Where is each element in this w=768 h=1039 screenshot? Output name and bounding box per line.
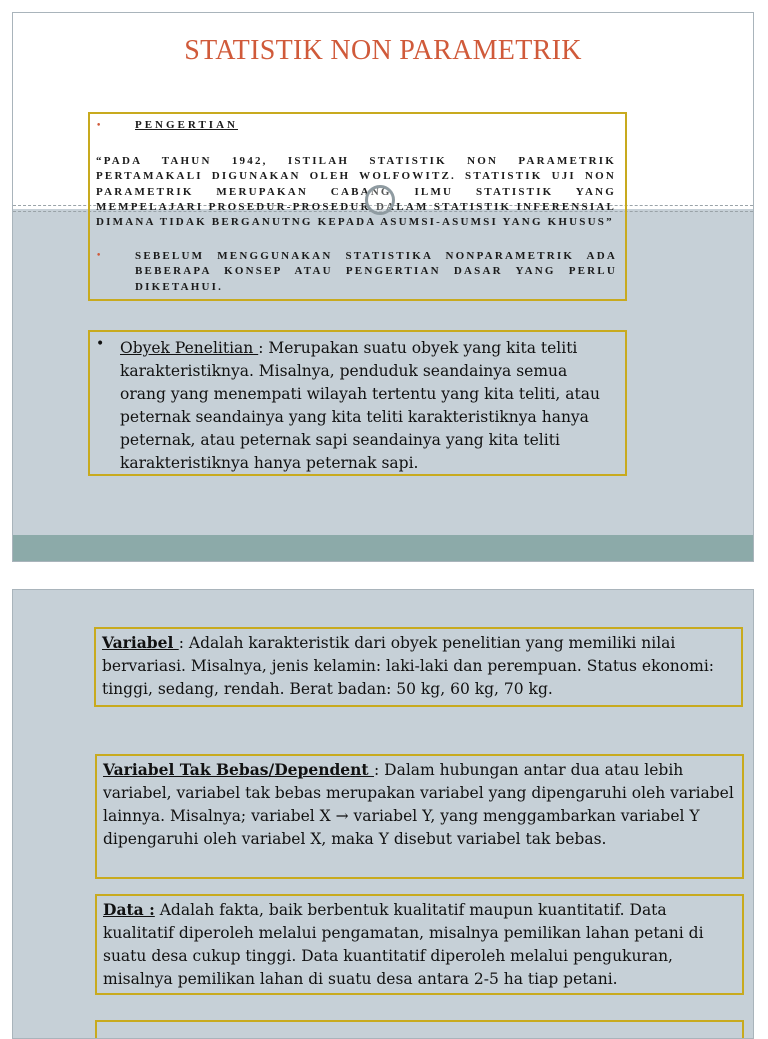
variabel-text	[96, 629, 741, 703]
variabel-term: Variabel	[102, 633, 179, 652]
variabel-tak-bebas-definition: : Dalam hubungan antar dua atau lebih variabel, variabel tak bebas merupakan variabel yang dipengaruhi oleh variabel lainnya. Misalnya; variabel X → variabel Y, yang menggambarkan variabel Y dipengaruhi oleh variabel X, maka Y disebut variabel tak bebas.	[103, 761, 734, 848]
bullet-icon: •	[96, 251, 102, 261]
slide-title: STATISTIK NON PARAMETRIK	[184, 35, 582, 66]
variabel-tak-bebas-text	[97, 756, 742, 853]
variabel-box	[94, 627, 743, 707]
definition-heading: PENGERTIAN	[135, 119, 238, 131]
variabel-tak-bebas-term: Variabel Tak Bebas/Dependent	[103, 760, 374, 779]
obyek-penelitian-box	[88, 330, 627, 476]
slide-1-footer-band	[13, 535, 753, 561]
bullet-icon: •	[96, 121, 102, 131]
obyek-penelitian-text	[120, 337, 618, 475]
bullet-icon: •	[96, 336, 105, 352]
slide-2	[12, 589, 754, 1039]
definition-bullet-text: SEBELUM MENGGUNAKAN STATISTIKA NONPARAMETRIK ADA BEBERAPA KONSEP ATAU PENGERTIAN DASAR YANG PERLU DIKETAHUI.	[135, 250, 617, 293]
obyek-penelitian-term: Obyek Penelitian	[120, 339, 259, 357]
definition-paragraph: “PADA TAHUN 1942, ISTILAH STATISTIK NON PARAMETRIK PERTAMAKALI DIGUNAKAN OLEH WOLFOWITZ. STATISTIK UJI NON PARAMETRIK MERUPAKAN CABANG ILMU STATISTIK YANG MEMPELAJARI PROSEDUR-PROSEDUR DALAM STATISTIK INFERENSIAL DIMANA TIDAK BERGANUTNG KEPADA ASUMSI-ASUMSI YANG KHUSUS”	[96, 155, 616, 229]
loading-ring-icon	[365, 185, 395, 215]
variabel-definition: : Adalah karakteristik dari obyek penelitian yang memiliki nilai bervariasi. Misalnya, jenis kelamin: laki-laki dan perempuan. Status ekonomi: tinggi, sedang, rendah. Berat badan: 50 kg, 60 kg, 70 kg.	[102, 634, 715, 698]
variabel-tak-bebas-box	[95, 754, 744, 879]
data-text	[97, 896, 742, 993]
slide-1	[12, 12, 754, 562]
data-definition: Adalah fakta, baik berbentuk kualitatif maupun kuantitatif. Data kualitatif diperoleh melalui pengamatan, misalnya pemilikan lahan petani di suatu desa cukup tinggi. Data kuantitatif diperoleh melalui pengukuran, misalnya pemilikan lahan di suatu desa antara 2-5 ha tiap petani.	[103, 901, 704, 988]
obyek-penelitian-definition: : Merupakan suatu obyek yang kita teliti karakteristiknya. Misalnya, penduduk seandainya semua orang yang menempati wilayah tertentu yang kita teliti, atau peternak seandainya yang kita teliti karakteristiknya hanya peternak, atau peternak sapi seandainya yang kita teliti karakteristiknya hanya peternak sapi.	[120, 339, 600, 472]
definition-box	[88, 112, 627, 301]
data-box	[95, 894, 744, 995]
data-term: Data :	[103, 900, 155, 919]
next-definition-box	[95, 1020, 744, 1039]
